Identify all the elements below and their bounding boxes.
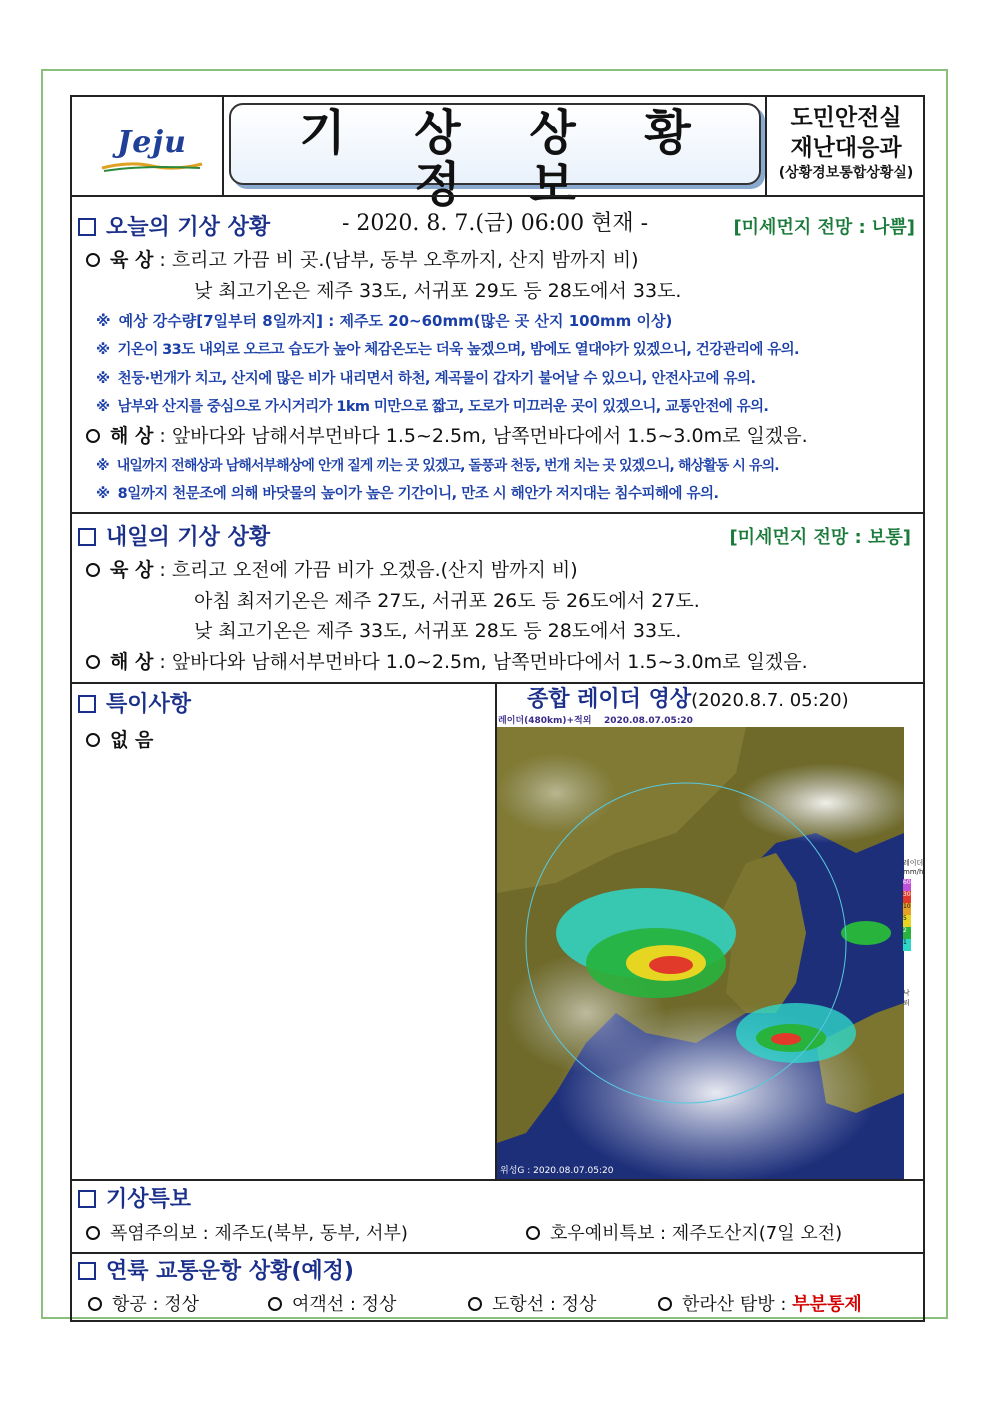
special-section-title: 특이사항	[78, 692, 191, 718]
radar-legend-lightning: 낙뢰	[903, 989, 910, 1007]
traffic-air: 항공 : 정상	[88, 1292, 199, 1318]
checkbox-icon	[78, 695, 96, 713]
radar-legend-scale: 60 30 10 5 2 1	[903, 879, 911, 951]
today-section-title: 오늘의 기상 상황	[78, 215, 270, 241]
today-dust-forecast: [미세먼지 전망 : 나쁨]	[733, 217, 915, 238]
radar-timestamp: (2020.8.7. 05:20)	[691, 690, 849, 711]
department-block	[770, 103, 922, 183]
hallasan-status: 부분통제	[792, 1294, 862, 1315]
circle-icon	[468, 1297, 482, 1311]
circle-icon	[86, 429, 100, 443]
tomorrow-land-max: 낮 최고기온은 제주 33도, 서귀포 28도 등 28도에서 33도.	[194, 620, 682, 642]
tomorrow-land-min: 아침 최저기온은 제주 27도, 서귀포 26도 등 26도에서 27도.	[194, 590, 700, 612]
traffic-section-title: 연륙 교통운항 상황(예정)	[78, 1259, 354, 1285]
traffic-ferry: 여객선 : 정상	[268, 1292, 396, 1318]
dept-office: 도민안전실	[790, 105, 902, 131]
circle-icon	[86, 733, 100, 747]
today-sea-note-1: ※ 내일까지 전해상과 남해서부해상에 안개 짙게 끼는 곳 있겠고, 돌풍과 천둥, 번개 치는 곳 있겠으니, 해상활동 시 유의.	[96, 458, 779, 474]
checkbox-icon	[78, 1190, 96, 1208]
today-note-3: ※ 천둥·번개가 치고, 산지에 많은 비가 내리면서 하천, 계곡물이 갑자기 불어날 수 있으니, 안전사고에 유의.	[96, 371, 756, 387]
page-title: 기 상 상 황 정 보	[299, 105, 717, 213]
today-land-temp: 낮 최고기온은 제주 33도, 서귀포 29도 등 28도에서 33도.	[194, 280, 682, 302]
radar-image-header: 레이더(480km)+적외 2020.08.07.05:20	[498, 716, 693, 726]
tomorrow-dust-forecast: [미세먼지 전망 : 보통]	[729, 527, 911, 548]
today-note-2: ※ 기온이 33도 내외로 오르고 습도가 높아 체감온도는 더욱 높겠으며, 밤에도 열대야가 있겠으니, 건강관리에 유의.	[96, 342, 799, 358]
checkbox-icon	[78, 218, 96, 236]
radar-legend: 레이더 mm/h	[903, 859, 924, 876]
warnings-section-title: 기상특보	[78, 1187, 191, 1213]
today-land-line: 육 상 : 흐리고 가끔 비 곳.(남부, 동부 오후까지, 산지 밤까지 비)	[86, 247, 639, 273]
circle-icon	[526, 1226, 540, 1240]
radar-map	[496, 713, 911, 1179]
dept-room: (상황경보통합상황실)	[778, 165, 914, 181]
today-note-1: ※ 예상 강수량[7일부터 8일까지] : 제주도 20~60mm(많은 곳 산지 100mm 이상)	[96, 312, 673, 330]
jeju-logo	[82, 105, 222, 191]
report-datetime: - 2020. 8. 7.(금) 06:00 현재 -	[341, 211, 649, 236]
circle-icon	[268, 1297, 282, 1311]
radar-title: 종합 레이더 영상(2020.8.7. 05:20)	[527, 687, 849, 712]
title-banner	[229, 103, 761, 236]
logo-text: Jeju	[117, 124, 187, 160]
checkbox-icon	[78, 528, 96, 546]
circle-icon	[86, 563, 100, 577]
circle-icon	[86, 253, 100, 267]
traffic-hallasan: 한라산 탐방 : 부분통제	[658, 1292, 862, 1318]
today-sea-note-2: ※ 8일까지 천문조에 의해 바닷물의 높이가 높은 기간이니, 만조 시 해안가 저지대는 침수피해에 유의.	[96, 486, 719, 502]
warning-heat: 폭염주의보 : 제주도(북부, 동부, 서부)	[86, 1221, 408, 1247]
warning-rain: 호우예비특보 : 제주도산지(7일 오전)	[526, 1221, 842, 1247]
today-sea-line: 해 상 : 앞바다와 남해서부먼바다 1.5~2.5m, 남쪽먼바다에서 1.5~3.0m로 일겠음.	[86, 423, 808, 449]
circle-icon	[86, 655, 100, 669]
document	[70, 95, 925, 1322]
traffic-island-ferry: 도항선 : 정상	[468, 1292, 596, 1318]
dept-division: 재난대응과	[790, 135, 902, 161]
checkbox-icon	[78, 1262, 96, 1280]
logo-swoosh-icon	[100, 160, 204, 172]
special-item: 없 음	[86, 727, 153, 753]
circle-icon	[658, 1297, 672, 1311]
circle-icon	[88, 1297, 102, 1311]
tomorrow-section-title: 내일의 기상 상황	[78, 525, 270, 551]
radar-image	[496, 713, 924, 1179]
tomorrow-sea-line: 해 상 : 앞바다와 남해서부먼바다 1.0~2.5m, 남쪽먼바다에서 1.5~3.0m로 일겠음.	[86, 649, 808, 675]
satellite-caption: 위성G : 2020.08.07.05:20	[500, 1166, 614, 1176]
circle-icon	[86, 1226, 100, 1240]
today-note-4: ※ 남부와 산지를 중심으로 가시거리가 1km 미만으로 짧고, 도로가 미끄러운 곳이 있겠으니, 교통안전에 유의.	[96, 399, 769, 415]
tomorrow-land-line: 육 상 : 흐리고 오전에 가끔 비가 오겠음.(산지 밤까지 비)	[86, 557, 578, 583]
